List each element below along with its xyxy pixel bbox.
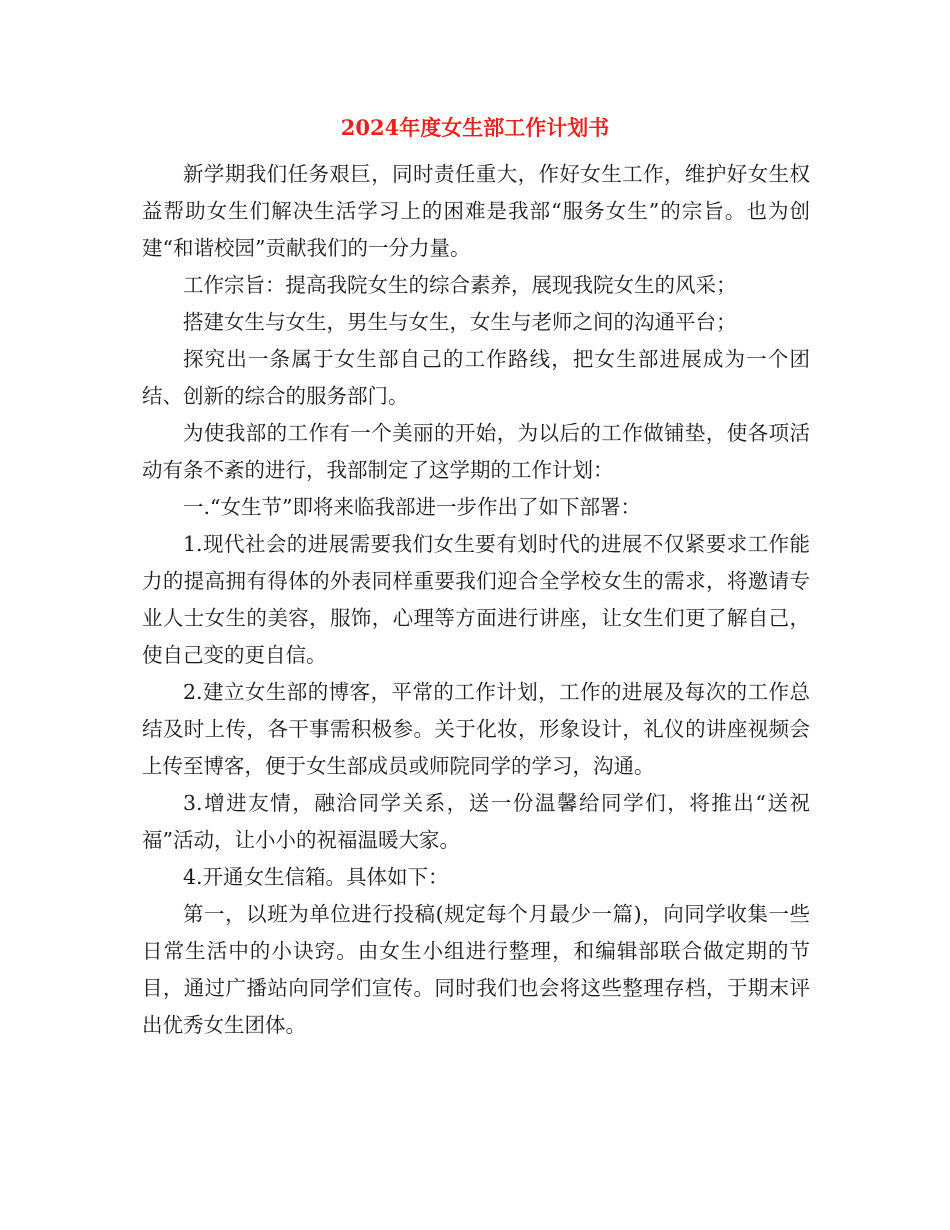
paragraph-section-1: 一.“女生节”即将来临我部进一步作出了如下部署： <box>183 495 641 519</box>
paragraph-item-2: 2.建立女生部的博客，平常的工作计划，工作的进展及每次的工作总结及时上传，各干事需积极参。关于化妆，形象设计，礼仪的讲座视频会上传至博客，便于女生部成员或师院同学的学习，沟通。 <box>142 680 810 778</box>
document-body <box>142 156 810 1044</box>
paragraph-purpose: 工作宗旨：提高我院女生的综合素养，展现我院女生的风采； <box>183 273 737 297</box>
paragraph-platform: 搭建女生与女生，男生与女生，女生与老师之间的沟通平台； <box>183 310 737 334</box>
paragraph-first: 第一，以班为单位进行投稿(规定每个月最少一篇)，向同学收集一些日常生活中的小诀窍。由女生小组进行整理，和编辑部联合做定期的节目，通过广播站向同学们宣传。同时我们也会将这些整理存档，于期末评出优秀女生团体。 <box>142 902 810 1037</box>
paragraph-plan-intro: 为使我部的工作有一个美丽的开始，为以后的工作做铺垫，使各项活动有条不紊的进行，我部制定了这学期的工作计划： <box>142 421 810 482</box>
paragraph-intro: 新学期我们任务艰巨，同时责任重大，作好女生工作，维护好女生权益帮助女生们解决生活学习上的困难是我部“服务女生”的宗旨。也为创建“和谐校园”贡献我们的一分力量。 <box>142 162 810 260</box>
paragraph-item-4: 4.开通女生信箱。具体如下： <box>183 865 449 889</box>
paragraph-route: 探究出一条属于女生部自己的工作路线，把女生部进展成为一个团结、创新的综合的服务部门。 <box>142 347 810 408</box>
document-title: 2024年度女生部工作计划书 <box>340 115 610 140</box>
paragraph-item-3: 3.增进友情，融洽同学关系，送一份温馨给同学们，将推出“送祝福”活动，让小小的祝福温暖大家。 <box>142 791 810 852</box>
paragraph-item-1: 1.现代社会的进展需要我们女生要有划时代的进展不仅紧要求工作能力的提高拥有得体的外表同样重要我们迎合全学校女生的需求，将邀请专业人士女生的美容，服饰，心理等方面进行讲座，让女生们更了解自己，使自己变的更自信。 <box>142 532 810 667</box>
